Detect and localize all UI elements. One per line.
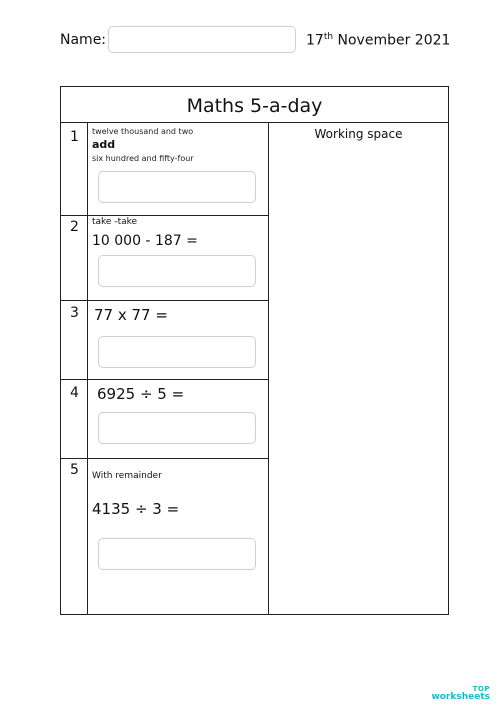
question-number-5: 5 — [70, 462, 79, 478]
answer-box-3[interactable] — [98, 336, 256, 368]
question-2-hint: take -take — [92, 217, 138, 227]
working-space[interactable] — [269, 123, 448, 615]
answer-box-5[interactable] — [98, 538, 256, 570]
question-1-line1: twelve thousand and two — [92, 127, 194, 136]
question-number-4: 4 — [70, 385, 79, 401]
question-1-line2: six hundred and fifty-four — [92, 154, 194, 163]
date-text — [306, 32, 450, 49]
worksheet-table — [60, 86, 449, 615]
question-4-expression: 6925 ÷ 5 = — [97, 385, 185, 403]
name-label: Name: — [60, 32, 107, 48]
row-divider — [61, 215, 269, 216]
question-number-2: 2 — [70, 219, 79, 235]
top-worksheets-logo — [431, 686, 490, 702]
number-column — [61, 123, 88, 615]
date-rest: November 2021 — [337, 32, 451, 49]
row-divider — [61, 379, 269, 380]
question-number-3: 3 — [70, 305, 79, 321]
question-number-1: 1 — [70, 129, 79, 145]
worksheet-title: Maths 5-a-day — [61, 87, 448, 123]
working-space-label: Working space — [314, 127, 403, 141]
question-2-expression: 10 000 - 187 = — [92, 233, 198, 249]
name-field[interactable] — [108, 26, 296, 53]
answer-box-2[interactable] — [98, 255, 256, 287]
row-divider — [61, 458, 269, 459]
logo-bottom-text: worksheets — [431, 692, 490, 702]
answer-box-1[interactable] — [98, 171, 256, 203]
question-1-operation: add — [92, 138, 116, 151]
answer-box-4[interactable] — [98, 412, 256, 444]
date-suffix: th — [323, 32, 334, 42]
row-divider — [61, 300, 269, 301]
question-5-hint: With remainder — [92, 471, 162, 481]
logo-top-text: TOP — [472, 685, 490, 693]
date-day: 17 — [306, 32, 324, 49]
question-5-expression: 4135 ÷ 3 = — [92, 500, 180, 518]
question-3-expression: 77 x 77 = — [94, 306, 168, 324]
